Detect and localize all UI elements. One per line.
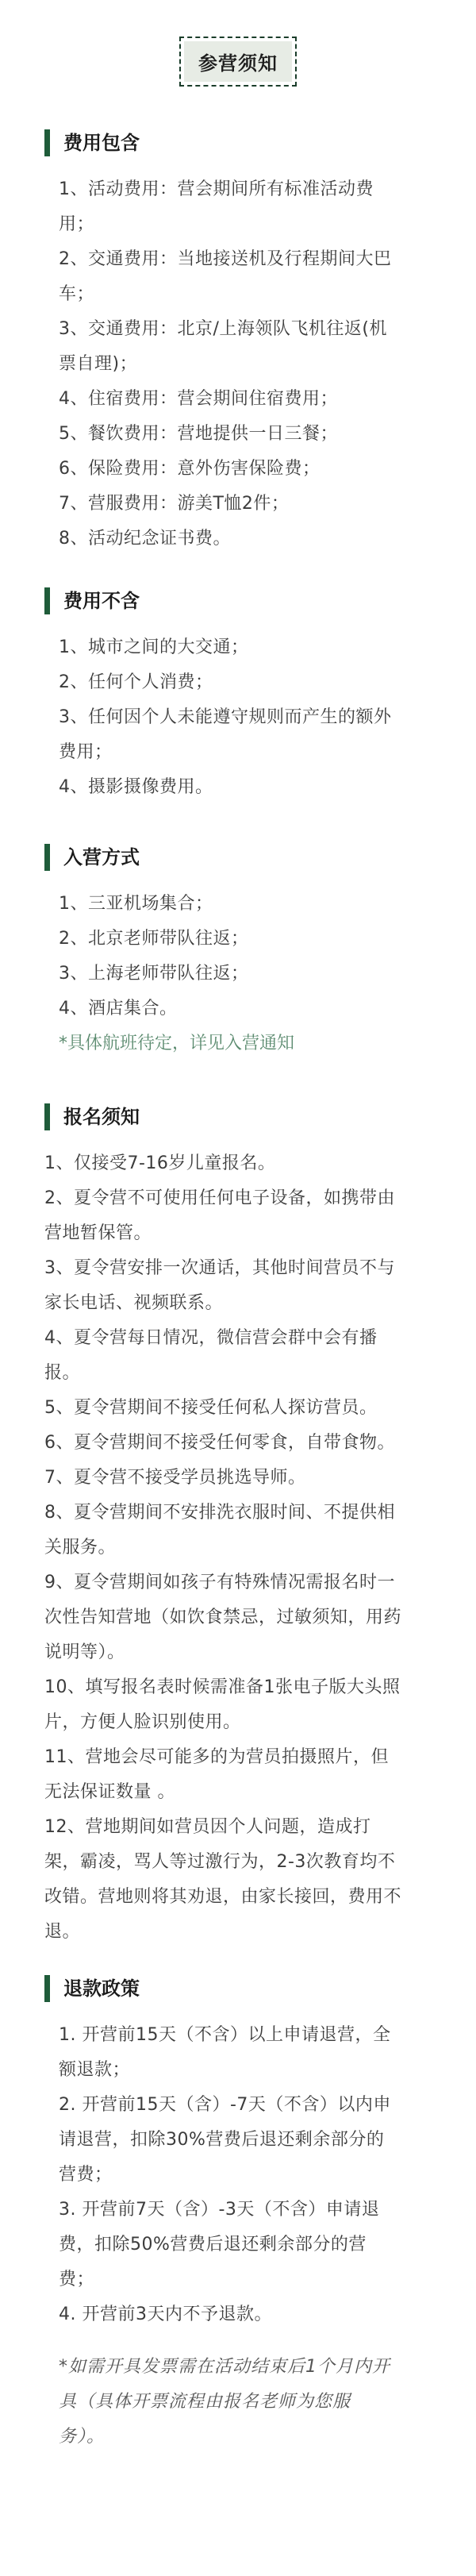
section-heading: 入营方式 [44, 844, 457, 871]
list-item-line: 3、交通费用：北京/上海领队飞机往返(机 [59, 319, 387, 339]
section-refund-policy [44, 1975, 457, 2455]
list-item-line: 退。 [44, 1922, 81, 1942]
list-item-line: 8、活动纪念证书费。 [59, 529, 231, 549]
list-item-line: 费用； [59, 742, 113, 762]
list-item-line: 说明等）。 [44, 1642, 125, 1662]
page-title: 参营须知 [184, 41, 292, 82]
list-item-line: 1、三亚机场集合； [59, 894, 213, 914]
list-item-line: 票自理)； [59, 354, 138, 374]
list-item-line: 关服务。 [44, 1538, 117, 1558]
list-item-line: 1、城市之间的大交通； [59, 637, 249, 657]
list-item-line: 3. 开营前7天（含）-3天（不含）申请退 [59, 2200, 380, 2220]
list-item-line: 营地暂保管。 [44, 1223, 152, 1243]
fees-excluded-list [44, 630, 457, 805]
list-item-line: 次性告知营地（如饮食禁忌，过敏须知，用药 [44, 1608, 402, 1627]
registration-list [44, 1146, 457, 1950]
refund-list [44, 2018, 457, 2332]
list-item-line: 6、夏令营期间不接受任何零食，自带食物。 [44, 1433, 395, 1453]
list-item-line: 8、夏令营期间不安排洗衣服时间、不提供相 [44, 1503, 395, 1523]
section-heading: 退款政策 [44, 1975, 457, 2002]
section-fees-excluded [44, 587, 457, 805]
list-item-line: 3、上海老师带队往返； [59, 964, 249, 984]
list-item-line: 10、填写报名表时候需准备1张电子版大头照 [44, 1677, 401, 1697]
list-item-line: 费； [59, 2270, 95, 2289]
list-item-line: 无法保证数量 。 [44, 1782, 175, 1802]
section-fees-included [44, 129, 457, 556]
list-item-line: 4. 开营前3天内不予退款。 [59, 2305, 272, 2324]
list-item-line: 1、仅接受7-16岁儿童报名。 [44, 1153, 276, 1173]
list-item-line: 1、活动费用：营会期间所有标准活动费 [59, 179, 374, 199]
section-registration [44, 1103, 457, 1950]
list-item-line: 额退款； [59, 2060, 131, 2080]
list-item-line: 片，方便人脸识别使用。 [44, 1712, 241, 1732]
list-item-line: 2、夏令营不可使用任何电子设备，如携带由 [44, 1188, 395, 1208]
list-item-line: 2、任何个人消费； [59, 672, 213, 692]
list-item-line: 架，霸凌，骂人等过激行为，2-3次教育均不 [44, 1852, 396, 1872]
list-item-line: 11、营地会尽可能多的为营员拍摄照片，但 [44, 1747, 389, 1767]
list-item-line: 2、北京老师带队往返； [59, 929, 249, 949]
fees-included-list [44, 172, 457, 556]
list-item-line: 3、任何因个人未能遵守规则而产生的额外 [59, 707, 392, 727]
list-item-line: 7、营服费用：游美T恤2件； [59, 494, 290, 514]
list-item-line: 车； [59, 284, 95, 304]
list-item-line: 2. 开营前15天（含）-7天（不含）以内申 [59, 2095, 391, 2115]
list-item-line: 1. 开营前15天（不含）以上申请退营，全 [59, 2025, 391, 2045]
list-item-line: 费，扣除50%营费后退还剩余部分的营 [59, 2235, 367, 2254]
list-item-line: 4、住宿费用：营会期间住宿费用； [59, 389, 338, 409]
footnote-line: 具（具体开票流程由报名老师为您服 [59, 2392, 351, 2412]
list-item-line: 4、夏令营每日情况，微信营会群中会有播 [44, 1328, 378, 1348]
footnote-line: 务）。 [59, 2427, 106, 2447]
list-item-line: 9、夏令营期间如孩子有特殊情况需报名时一 [44, 1573, 395, 1592]
refund-footnote [44, 2350, 457, 2455]
list-item-line: 5、餐饮费用：营地提供一日三餐； [59, 424, 338, 444]
footnote-line: *如需开具发票需在活动结束后1个月内开 [59, 2357, 390, 2377]
title-banner [0, 37, 476, 87]
list-item-line: 7、夏令营不接受学员挑选导师。 [44, 1468, 306, 1488]
list-item-line: 4、摄影摄像费用。 [59, 777, 213, 797]
section-heading: 费用不含 [44, 587, 457, 614]
entry-note: *具体航班待定，详见入营通知 [59, 1034, 295, 1053]
list-item-line: 家长电话、视频联系。 [44, 1293, 224, 1313]
section-heading: 报名须知 [44, 1103, 457, 1130]
list-item-line: 4、酒店集合。 [59, 999, 178, 1018]
list-item-line: 改错。营地则将其劝退，由家长接回，费用不 [44, 1887, 402, 1907]
entry-method-list [44, 887, 457, 1026]
list-item-line: 12、营地期间如营员因个人问题，造成打 [44, 1817, 371, 1837]
list-item-line: 5、夏令营期间不接受任何私人探访营员。 [44, 1398, 378, 1418]
list-item-line: 报。 [44, 1363, 81, 1383]
list-item-line: 用； [59, 214, 95, 234]
title-dashed-frame [179, 37, 297, 87]
list-item-line: 营费； [59, 2165, 113, 2185]
section-entry-method [44, 844, 457, 1061]
list-item-line: 2、交通费用：当地接送机及行程期间大巴 [59, 249, 392, 269]
section-heading: 费用包含 [44, 129, 457, 156]
list-item-line: 6、保险费用：意外伤害保险费； [59, 459, 321, 479]
list-item-line: 3、夏令营安排一次通话，其他时间营员不与 [44, 1258, 395, 1278]
list-item-line: 请退营，扣除30%营费后退还剩余部分的 [59, 2130, 385, 2150]
